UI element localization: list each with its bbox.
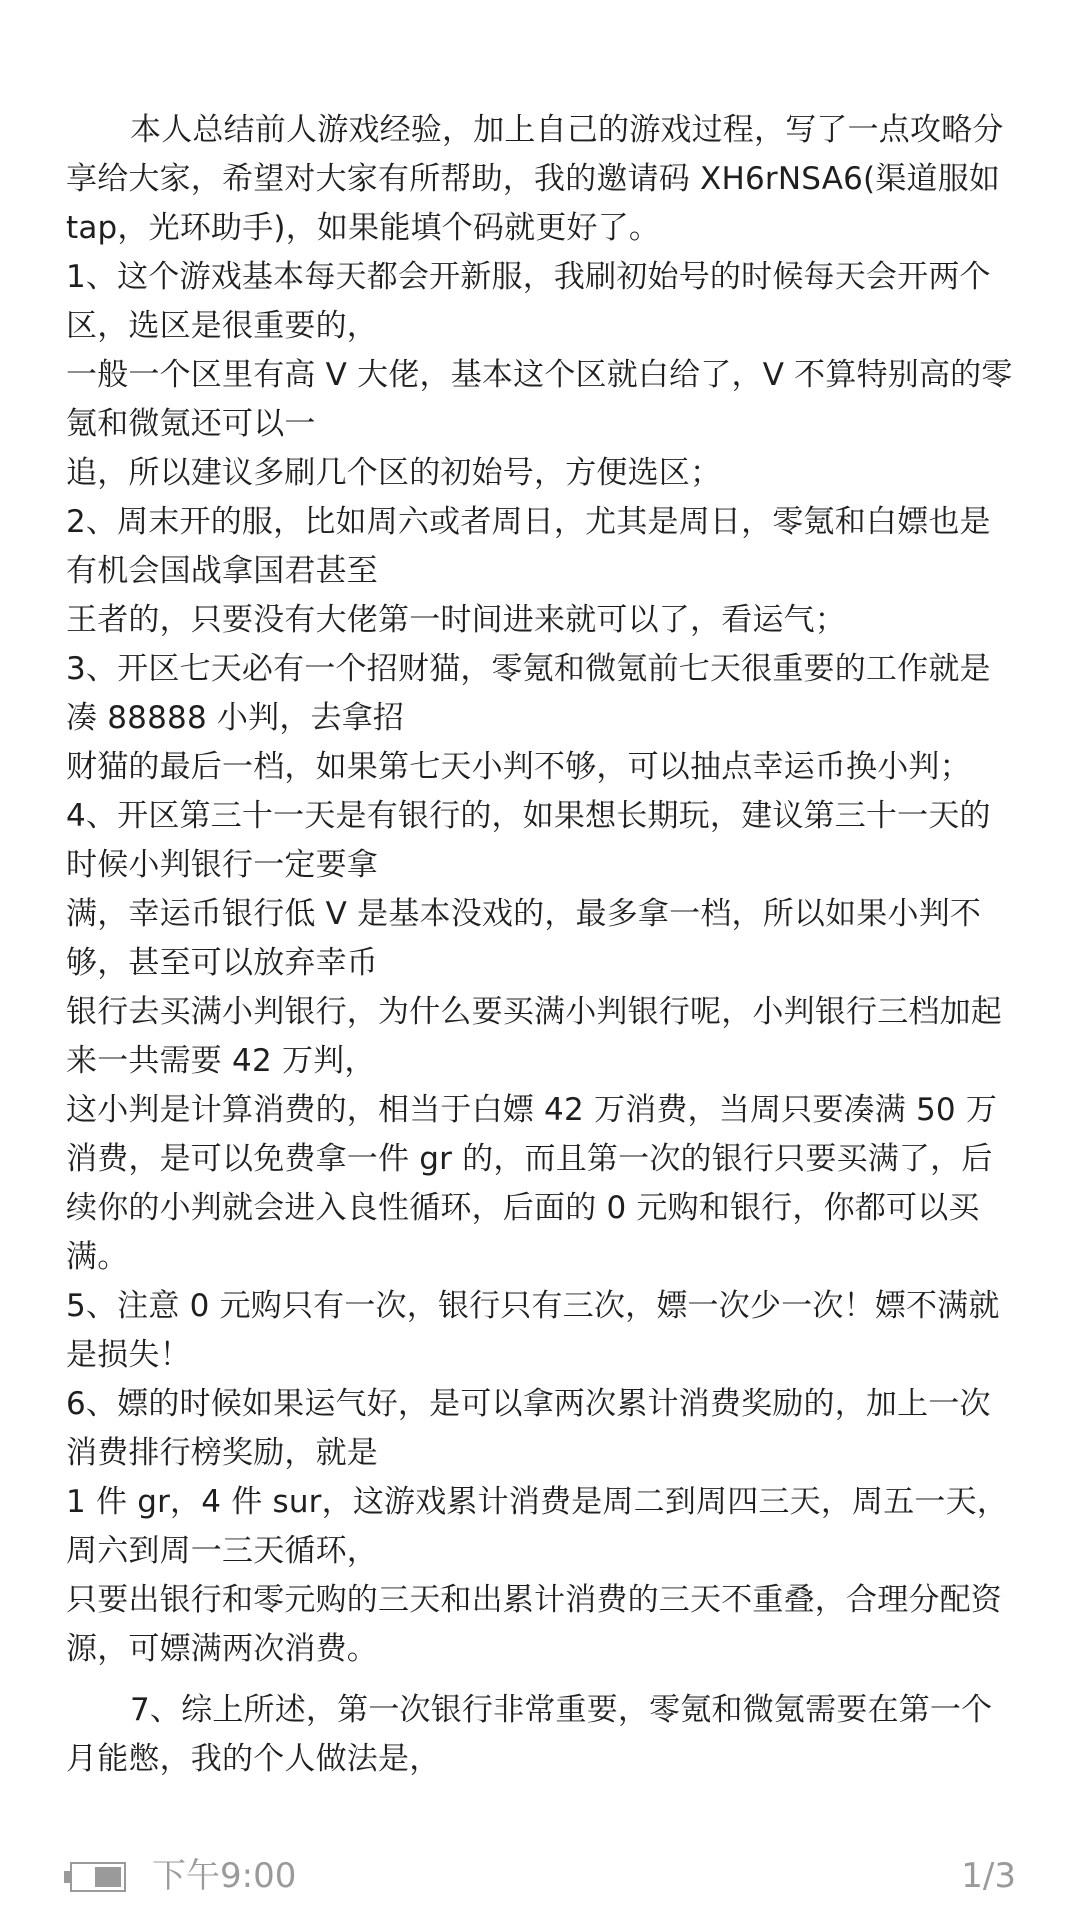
- paragraph: 银行去买满小判银行，为什么要买满小判银行呢，小判银行三档加起来一共需要 42 万判，: [66, 994, 1002, 1079]
- paragraph: 王者的，只要没有大佬第一时间进来就可以了，看运气；: [66, 602, 846, 638]
- battery-fill: [95, 1867, 121, 1887]
- paragraph: 1、这个游戏基本每天都会开新服，我刷初始号的时候每天会开两个区，选区是很重要的，: [66, 259, 991, 344]
- paragraph: 5、注意 0 元购只有一次，银行只有三次，嫖一次少一次！嫖不满就是损失！: [66, 1288, 1000, 1373]
- paragraph: 追，所以建议多刷几个区的初始号，方便选区；: [66, 455, 722, 491]
- paragraph: 3、开区七天必有一个招财猫，零氪和微氪前七天很重要的工作就是凑 88888 小判，去拿招: [66, 651, 991, 736]
- paragraph: 6、嫖的时候如果运气好，是可以拿两次累计消费奖励的，加上一次消费排行榜奖励，就是: [66, 1386, 991, 1471]
- battery-icon: [64, 1862, 128, 1892]
- paragraph-intro: 本人总结前人游戏经验，加上自己的游戏过程，写了一点攻略分享给大家，希望对大家有所帮助，我的邀请码 XH6rNSA6(渠道服如 tap，光环助手)，如果能填个码就更好了。: [66, 112, 1004, 246]
- paragraph-summary: 7、综上所述，第一次银行非常重要，零氪和微氪需要在第一个月能憋，我的个人做法是，: [66, 1692, 993, 1777]
- paragraph: 2、周末开的服，比如周六或者周日，尤其是周日，零氪和白嫖也是有机会国战拿国君甚至: [66, 504, 991, 589]
- paragraph: 财猫的最后一档，如果第七天小判不够，可以抽点幸运币换小判；: [66, 749, 971, 785]
- article-body: [66, 106, 1016, 1784]
- paragraph: 满，幸运币银行低 V 是基本没戏的，最多拿一档，所以如果小判不够，甚至可以放弃幸币: [66, 896, 982, 981]
- paragraph: 4、开区第三十一天是有银行的，如果想长期玩，建议第三十一天的时候小判银行一定要拿: [66, 798, 991, 883]
- page-indicator: 1/3: [961, 1856, 1016, 1896]
- clock-time: 下午9:00: [152, 1856, 297, 1896]
- paragraph: 这小判是计算消费的，相当于白嫖 42 万消费，当周只要凑满 50 万消费，是可以免费拿一件 gr 的，而且第一次的银行只要买满了，后续你的小判就会进入良性循环，后面的 0 元购和银行，你都可以买满。: [66, 1092, 998, 1275]
- reader-footer: [0, 1842, 1080, 1912]
- paragraph: 一般一个区里有高 V 大佬，基本这个区就白给了，V 不算特别高的零氪和微氪还可以一: [66, 357, 1013, 442]
- battery-body: [70, 1862, 126, 1892]
- paragraph: 只要出银行和零元购的三天和出累计消费的三天不重叠，合理分配资源，可嫖满两次消费。: [66, 1582, 1002, 1667]
- paragraph: 1 件 gr，4 件 sur，这游戏累计消费是周二到周四三天，周五一天，周六到周一三天循环，: [66, 1484, 1009, 1569]
